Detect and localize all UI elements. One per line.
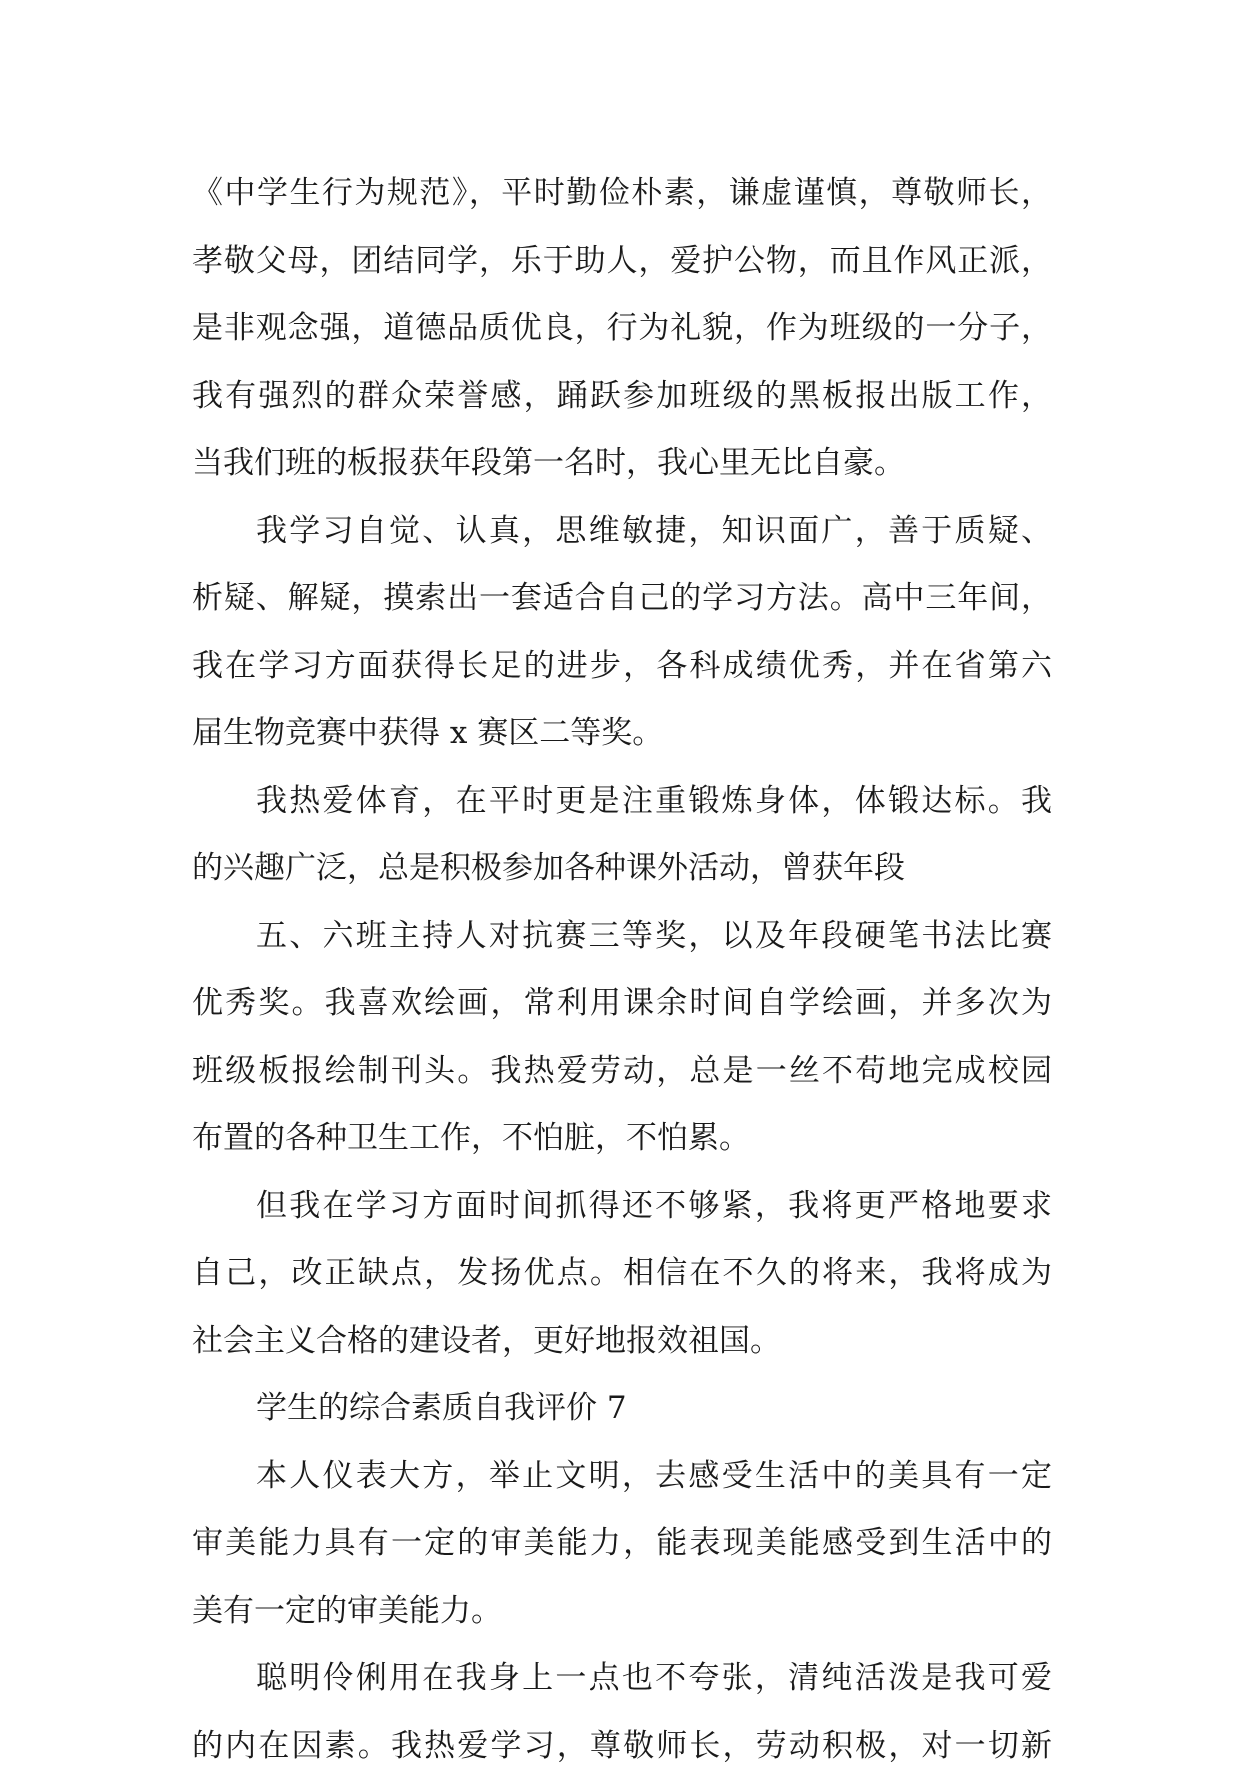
paragraph-first-line: 聪明伶俐用在我身上一点也不夸张，清纯活泼是我可爱 xyxy=(192,1645,1052,1713)
text-line: 社会主义合格的建设者，更好地报效祖国。 xyxy=(192,1308,1052,1376)
paragraph-first-line: 我学习自觉、认真，思维敏捷，知识面广，善于质疑、 xyxy=(192,498,1052,566)
paragraph-first-line: 五、六班主持人对抗赛三等奖，以及年段硬笔书法比赛 xyxy=(192,903,1052,971)
text-line: 我有强烈的群众荣誉感，踊跃参加班级的黑板报出版工作， xyxy=(192,363,1052,431)
text-line: 的兴趣广泛，总是积极参加各种课外活动，曾获年段 xyxy=(192,835,1052,903)
text-line: 析疑、解疑，摸索出一套适合自己的学习方法。高中三年间， xyxy=(192,565,1052,633)
text-line: 审美能力具有一定的审美能力，能表现美能感受到生活中的 xyxy=(192,1510,1052,1578)
document-body xyxy=(192,160,1052,1780)
text-line: 《中学生行为规范》，平时勤俭朴素，谦虚谨慎，尊敬师长， xyxy=(192,160,1052,228)
paragraph-first-line: 本人仪表大方，举止文明，去感受生活中的美具有一定 xyxy=(192,1443,1052,1511)
text-line: 当我们班的板报获年段第一名时，我心里无比自豪。 xyxy=(192,430,1052,498)
text-line: 届生物竞赛中获得 x 赛区二等奖。 xyxy=(192,700,1052,768)
text-line: 优秀奖。我喜欢绘画，常利用课余时间自学绘画，并多次为 xyxy=(192,970,1052,1038)
text-line: 自己，改正缺点，发扬优点。相信在不久的将来，我将成为 xyxy=(192,1240,1052,1308)
text-line: 是非观念强，道德品质优良，行为礼貌，作为班级的一分子， xyxy=(192,295,1052,363)
paragraph-first-line: 我热爱体育，在平时更是注重锻炼身体，体锻达标。我 xyxy=(192,768,1052,836)
text-line: 布置的各种卫生工作，不怕脏，不怕累。 xyxy=(192,1105,1052,1173)
paragraph-first-line: 但我在学习方面时间抓得还不够紧，我将更严格地要求 xyxy=(192,1173,1052,1241)
text-line: 班级板报绘制刊头。我热爱劳动，总是一丝不苟地完成校园 xyxy=(192,1038,1052,1106)
text-line: 的内在因素。我热爱学习，尊敬师长，劳动积极，对一切新 xyxy=(192,1713,1052,1780)
text-line: 美有一定的审美能力。 xyxy=(192,1578,1052,1646)
text-line: 我在学习方面获得长足的进步，各科成绩优秀，并在省第六 xyxy=(192,633,1052,701)
section-heading: 学生的综合素质自我评价 7 xyxy=(192,1375,1052,1443)
text-line: 孝敬父母，团结同学，乐于助人，爱护公物，而且作风正派， xyxy=(192,228,1052,296)
